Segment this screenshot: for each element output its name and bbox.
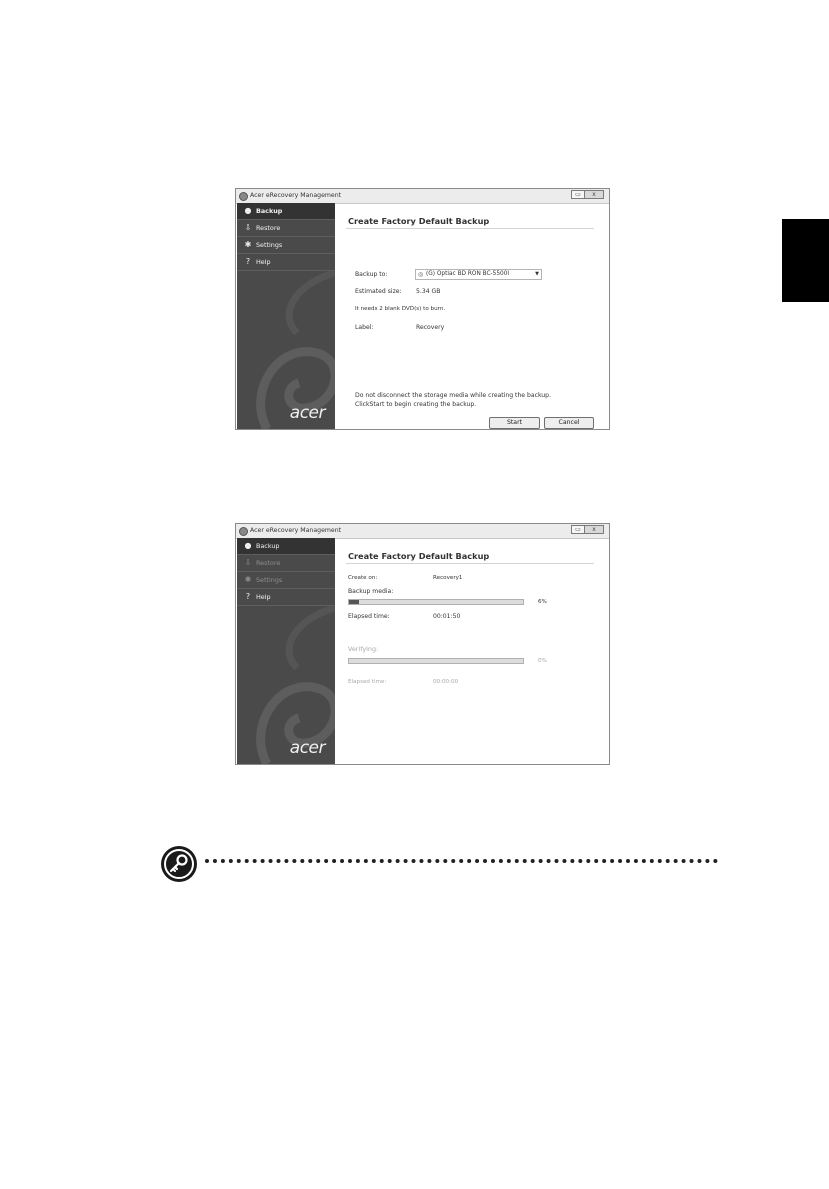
notice-line-2: ClickStart to begin creating the backup. xyxy=(355,401,477,408)
backup-progress-fill xyxy=(349,600,359,604)
backup-to-select[interactable] xyxy=(415,269,542,280)
sidebar xyxy=(237,203,335,429)
create-on-label: Create on: xyxy=(348,575,378,581)
sidebar-item-help[interactable]: ? Help xyxy=(237,589,335,606)
close-button[interactable]: x xyxy=(584,190,604,199)
elapsed-time-label: Elapsed time: xyxy=(348,613,390,620)
title-bar[interactable] xyxy=(236,524,609,539)
elapsed-time-value: 00:01:50 xyxy=(433,613,461,620)
page-title: Create Factory Default Backup xyxy=(348,551,490,561)
sidebar-item-restore: ⇩ Restore xyxy=(237,555,335,572)
close-button[interactable]: x xyxy=(584,525,604,534)
estimated-size-label: Estimated size: xyxy=(355,288,402,295)
verifying-label: Verifying: xyxy=(348,645,379,653)
restore-icon: ⇩ xyxy=(244,558,252,567)
app-icon xyxy=(239,527,248,536)
label-value: Recovery xyxy=(416,324,445,331)
chevron-down-icon: ▼ xyxy=(535,271,539,277)
minimize-button[interactable]: ▭ xyxy=(571,190,585,199)
question-icon: ? xyxy=(245,592,251,601)
disc-icon: ● xyxy=(244,206,252,215)
sidebar-item-backup[interactable]: ● Backup xyxy=(237,203,335,220)
verify-elapsed-label: Elapsed time: xyxy=(348,679,387,685)
note-divider xyxy=(205,859,718,863)
chapter-tab xyxy=(782,219,829,302)
optical-drive-icon: ◎ xyxy=(418,271,424,278)
notice-line-1: Do not disconnect the storage media while creating the backup. xyxy=(355,392,551,399)
title-bar[interactable] xyxy=(236,189,609,204)
verify-progress-percent: 0% xyxy=(538,658,547,664)
main-panel xyxy=(335,203,609,429)
start-button[interactable]: Start xyxy=(489,417,540,429)
label-label: Label: xyxy=(355,324,374,331)
verify-progress-bar xyxy=(348,658,524,664)
sidebar-item-settings: ✱ Settings xyxy=(237,572,335,589)
question-icon: ? xyxy=(245,257,251,266)
window-title: Acer eRecovery Management xyxy=(250,527,342,534)
sidebar-item-backup[interactable]: ● Backup xyxy=(237,538,335,555)
page-title: Create Factory Default Backup xyxy=(348,216,490,226)
verify-elapsed-value: 00:00:00 xyxy=(433,679,459,685)
key-icon xyxy=(161,846,197,882)
sidebar-item-help[interactable]: ? Help xyxy=(237,254,335,271)
divider xyxy=(346,228,594,229)
estimated-size-value: 5.34 GB xyxy=(416,288,441,295)
disc-requirement-note: It needs 2 blank DVD(s) to burn. xyxy=(355,306,446,312)
backup-to-value: (G) Optiac BD RON BC-5500I xyxy=(426,271,510,277)
window-controls xyxy=(572,190,604,200)
acer-logo: acer xyxy=(289,403,325,423)
minimize-button[interactable]: ▭ xyxy=(571,525,585,534)
sidebar-item-restore[interactable]: ⇩ Restore xyxy=(237,220,335,237)
window-controls xyxy=(572,525,604,535)
cancel-button[interactable]: Cancel xyxy=(544,417,594,429)
gear-icon: ✱ xyxy=(244,575,252,584)
acer-logo: acer xyxy=(289,738,325,758)
sidebar xyxy=(237,538,335,764)
divider xyxy=(346,563,594,564)
backup-progress-percent: 6% xyxy=(538,599,547,605)
erecovery-window-backup-progress xyxy=(235,523,610,765)
window-title: Acer eRecovery Management xyxy=(250,192,342,199)
backup-media-label: Backup media: xyxy=(348,588,394,595)
disc-icon: ● xyxy=(244,541,252,550)
create-on-value: Recovery1 xyxy=(433,575,463,581)
restore-icon: ⇩ xyxy=(244,223,252,232)
backup-progress-bar xyxy=(348,599,524,605)
gear-icon: ✱ xyxy=(244,240,252,249)
erecovery-window-backup-setup xyxy=(235,188,610,430)
sidebar-item-settings[interactable]: ✱ Settings xyxy=(237,237,335,254)
backup-to-label: Backup to: xyxy=(355,271,388,278)
main-panel xyxy=(335,538,609,764)
app-icon xyxy=(239,192,248,201)
